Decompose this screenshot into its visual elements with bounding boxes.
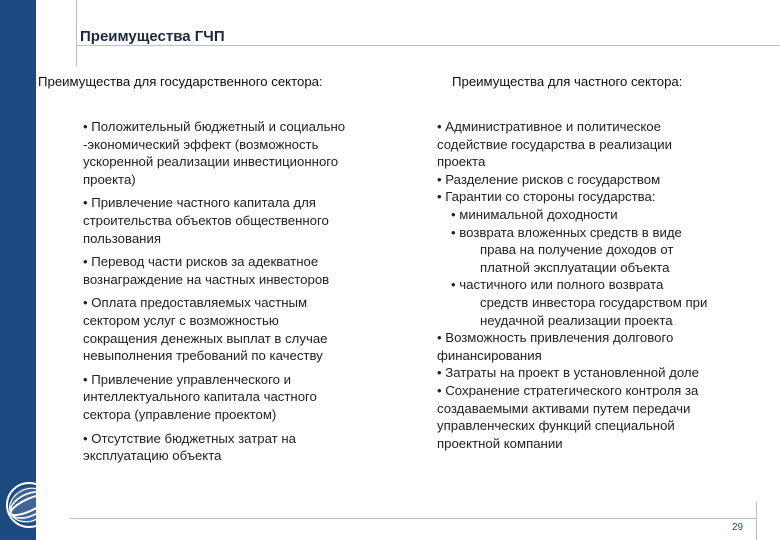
list-item-line: содействие государства в реализации [437, 136, 673, 152]
list-item-line: проекта [437, 154, 486, 170]
list-item-line: вознаграждение на частных инвесторов [83, 271, 330, 287]
list-item-line: интеллектуального капитала частного [83, 389, 317, 405]
list-subitem-line: • возврата вложенных средств в виде [451, 224, 682, 240]
list-item [83, 194, 423, 247]
list-subitem-line: неудачной реализации проекта [480, 312, 673, 328]
list-item-line: • Привлечение частного капитала для [83, 195, 316, 211]
page-number: 29 [732, 522, 744, 533]
list-subitem-line: средств инвестора государством при [480, 294, 708, 310]
private-sector-heading: Преимущества для частного сектора: [452, 74, 683, 89]
list-item [83, 253, 423, 288]
list-item-line: сектором услуг с возможностью [83, 312, 279, 328]
list-item-line: • Административное и политическое [437, 119, 661, 134]
list-item-line: • Возможность привлечения долгового [437, 330, 674, 346]
list-item [83, 430, 423, 465]
list-item-line: • Гарантии со стороны государства: [437, 189, 656, 205]
title-divider-horizontal [76, 45, 780, 46]
list-item-line: • Разделение рисков с государством [437, 171, 661, 187]
list-item [83, 118, 423, 188]
list-subitem-line: • частичного или полного возврата [451, 277, 664, 293]
left-accent-bar [0, 0, 36, 540]
title-divider-vertical [76, 0, 77, 66]
public-sector-heading: Преимущества для государственного сектора: [38, 74, 323, 89]
list-item-line: проектной компании [437, 435, 563, 451]
private-sector-list [437, 118, 777, 452]
list-subitem-line: • минимальной доходности [451, 206, 618, 222]
list-item-line: ускоренной реализации инвестиционного [83, 154, 339, 170]
list-item-line: • Положительный бюджетный и социально [83, 119, 346, 134]
list-item-line: -экономический эффект (возможность [83, 136, 319, 152]
list-item-line: • Затраты на проект в установленной доле [437, 365, 699, 381]
list-item-line: • Перевод части рисков за адекватное [83, 254, 319, 270]
list-item-line: управленческих функций специальной [437, 418, 675, 434]
list-item-line: • Привлечение управленческого и [83, 371, 291, 387]
list-item-line: эксплуатацию объекта [83, 448, 222, 464]
list-item-line: сектора (управление проектом) [83, 406, 277, 422]
footer-divider-horizontal [70, 518, 756, 519]
list-item-line: строительства объектов общественного [83, 212, 329, 228]
public-sector-list [83, 118, 423, 471]
list-subitem-line: права на получение доходов от [480, 242, 674, 258]
list-item-line: сокращения денежных выплат в случае [83, 330, 328, 346]
list-item-line: пользования [83, 230, 161, 246]
globe-logo-icon [4, 480, 54, 530]
list-item-line: финансирования [437, 347, 542, 363]
list-item-line: • Отсутствие бюджетных затрат на [83, 430, 296, 446]
list-item-line: создаваемыми активами путем передачи [437, 400, 691, 416]
footer-divider-vertical [756, 502, 757, 540]
list-subitem-line: платной эксплуатации объекта [480, 259, 670, 275]
list-item-line: невыполнения требований по качеству [83, 348, 323, 364]
list-item-line: • Сохранение стратегического контроля за [437, 382, 699, 398]
list-item-line: проекта) [83, 171, 136, 187]
list-item [83, 371, 423, 424]
list-item [83, 294, 423, 364]
slide-title: Преимущества ГЧП [80, 28, 225, 45]
list-item-line: • Оплата предоставляемых частным [83, 295, 308, 311]
